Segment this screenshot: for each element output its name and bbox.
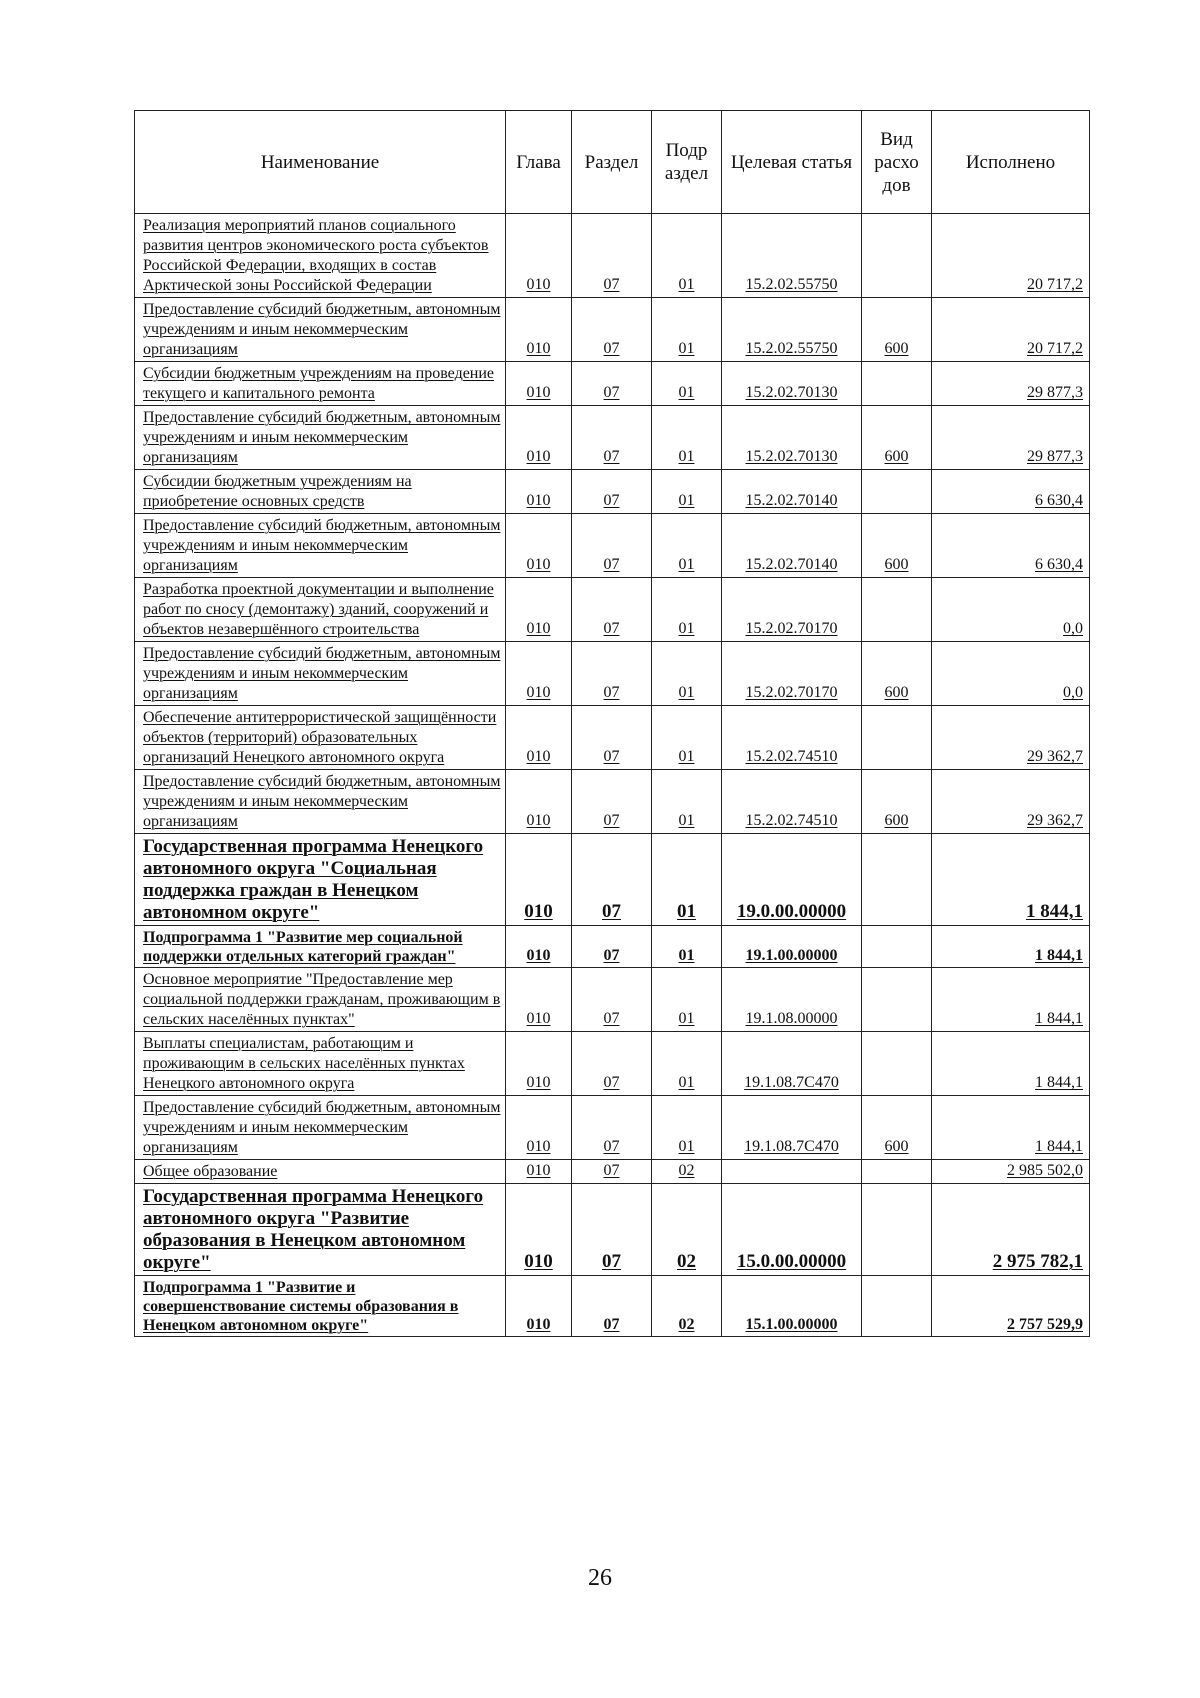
table-row [135, 834, 1090, 926]
row-name-cell: Предоставление субсидий бюджетным, автономным учреждениям и иным некоммерческим организациям [135, 642, 506, 706]
row-name-cell: Реализация мероприятий планов социального развития центров экономического роста субъектов Российской Федерации, входящих в состав Арктической зоны Российской Федерации [135, 214, 506, 298]
row-subsection-cell: 01 [652, 1096, 722, 1160]
row-name-cell: Общее образование [135, 1160, 506, 1184]
row-section-cell: 07 [572, 470, 652, 514]
row-target-cell: 15.2.02.70130 [722, 406, 862, 470]
row-subsection-cell: 01 [652, 926, 722, 968]
row-target-cell: 15.2.02.70140 [722, 514, 862, 578]
row-amount-cell: 6 630,4 [932, 514, 1090, 578]
row-chapter-cell: 010 [506, 362, 572, 406]
row-type-cell: 600 [862, 642, 932, 706]
table-row [135, 1032, 1090, 1096]
row-chapter-cell: 010 [506, 1276, 572, 1337]
row-target-cell: 19.1.08.7С470 [722, 1096, 862, 1160]
row-type-cell [862, 578, 932, 642]
table-row [135, 406, 1090, 470]
table-row [135, 770, 1090, 834]
row-section-cell: 07 [572, 642, 652, 706]
table-row [135, 470, 1090, 514]
row-amount-cell: 6 630,4 [932, 470, 1090, 514]
row-type-cell: 600 [862, 406, 932, 470]
row-name-cell: Обеспечение антитеррористической защищённости объектов (территорий) образовательных организаций Ненецкого автономного округа [135, 706, 506, 770]
header-executed: Исполнено [932, 111, 1090, 214]
row-section-cell: 07 [572, 770, 652, 834]
row-chapter-cell: 010 [506, 298, 572, 362]
row-type-cell: 600 [862, 770, 932, 834]
row-target-cell: 15.2.02.55750 [722, 214, 862, 298]
row-name-cell: Предоставление субсидий бюджетным, автономным учреждениям и иным некоммерческим организациям [135, 1096, 506, 1160]
row-type-cell [862, 834, 932, 926]
header-target-article: Целевая статья [722, 111, 862, 214]
page-number: 26 [588, 1565, 612, 1591]
row-name-cell: Подпрограмма 1 "Развитие мер социальной поддержки отдельных категорий граждан" [135, 926, 506, 968]
row-type-cell [862, 1184, 932, 1276]
row-target-cell: 15.2.02.70140 [722, 470, 862, 514]
row-chapter-cell: 010 [506, 514, 572, 578]
row-name-cell: Разработка проектной документации и выполнение работ по сносу (демонтажу) зданий, сооружений и объектов незавершённого строительства [135, 578, 506, 642]
row-subsection-cell: 01 [652, 706, 722, 770]
row-chapter-cell: 010 [506, 834, 572, 926]
row-section-cell: 07 [572, 406, 652, 470]
row-name-cell: Предоставление субсидий бюджетным, автономным учреждениям и иным некоммерческим организациям [135, 298, 506, 362]
header-chapter: Глава [506, 111, 572, 214]
header-subsection: Подр аздел [652, 111, 722, 214]
row-type-cell [862, 1276, 932, 1337]
row-chapter-cell: 010 [506, 968, 572, 1032]
table-body [135, 214, 1090, 1337]
row-subsection-cell: 01 [652, 298, 722, 362]
row-type-cell: 600 [862, 298, 932, 362]
row-subsection-cell: 01 [652, 1032, 722, 1096]
row-section-cell: 07 [572, 298, 652, 362]
row-section-cell: 07 [572, 1276, 652, 1337]
row-amount-cell: 2 757 529,9 [932, 1276, 1090, 1337]
table-row [135, 642, 1090, 706]
row-amount-cell: 2 985 502,0 [932, 1160, 1090, 1184]
row-type-cell: 600 [862, 1096, 932, 1160]
row-chapter-cell: 010 [506, 578, 572, 642]
table-row [135, 926, 1090, 968]
row-name-cell: Предоставление субсидий бюджетным, автономным учреждениям и иным некоммерческим организациям [135, 770, 506, 834]
row-subsection-cell: 02 [652, 1276, 722, 1337]
row-type-cell [862, 1160, 932, 1184]
table-row [135, 1184, 1090, 1276]
row-subsection-cell: 02 [652, 1184, 722, 1276]
row-subsection-cell: 01 [652, 406, 722, 470]
row-subsection-cell: 01 [652, 514, 722, 578]
table-row [135, 968, 1090, 1032]
row-amount-cell: 0,0 [932, 642, 1090, 706]
row-chapter-cell: 010 [506, 406, 572, 470]
table-row [135, 214, 1090, 298]
row-name-cell: Субсидии бюджетным учреждениям на приобретение основных средств [135, 470, 506, 514]
row-section-cell: 07 [572, 362, 652, 406]
row-target-cell: 15.1.00.00000 [722, 1276, 862, 1337]
row-type-cell [862, 706, 932, 770]
row-type-cell [862, 968, 932, 1032]
header-name: Наименование [135, 111, 506, 214]
row-name-cell: Государственная программа Ненецкого автономного округа "Социальная поддержка граждан в Ненецком автономном округе" [135, 834, 506, 926]
table-row [135, 706, 1090, 770]
row-target-cell: 15.2.02.70130 [722, 362, 862, 406]
row-section-cell: 07 [572, 514, 652, 578]
row-target-cell: 19.1.08.7С470 [722, 1032, 862, 1096]
table-row [135, 578, 1090, 642]
row-target-cell: 15.2.02.74510 [722, 770, 862, 834]
row-section-cell: 07 [572, 214, 652, 298]
row-amount-cell: 1 844,1 [932, 926, 1090, 968]
row-subsection-cell: 01 [652, 834, 722, 926]
row-target-cell: 19.1.08.00000 [722, 968, 862, 1032]
row-name-cell: Основное мероприятие "Предоставление мер социальной поддержки гражданам, проживающим в сельских населённых пунктах" [135, 968, 506, 1032]
row-section-cell: 07 [572, 1184, 652, 1276]
table-header-row [135, 111, 1090, 214]
row-subsection-cell: 01 [652, 642, 722, 706]
row-chapter-cell: 010 [506, 642, 572, 706]
row-amount-cell: 20 717,2 [932, 214, 1090, 298]
row-type-cell [862, 926, 932, 968]
row-amount-cell: 1 844,1 [932, 968, 1090, 1032]
row-chapter-cell: 010 [506, 706, 572, 770]
row-subsection-cell: 01 [652, 214, 722, 298]
row-amount-cell: 29 362,7 [932, 770, 1090, 834]
table-row [135, 514, 1090, 578]
row-type-cell [862, 362, 932, 406]
table-row [135, 1276, 1090, 1337]
row-amount-cell: 1 844,1 [932, 834, 1090, 926]
row-name-cell: Предоставление субсидий бюджетным, автономным учреждениям и иным некоммерческим организациям [135, 514, 506, 578]
row-section-cell: 07 [572, 1160, 652, 1184]
row-subsection-cell: 01 [652, 968, 722, 1032]
row-name-cell: Выплаты специалистам, работающим и проживающим в сельских населённых пунктах Ненецкого автономного округа [135, 1032, 506, 1096]
row-section-cell: 07 [572, 834, 652, 926]
table-row [135, 1096, 1090, 1160]
row-chapter-cell: 010 [506, 1032, 572, 1096]
row-section-cell: 07 [572, 706, 652, 770]
row-section-cell: 07 [572, 1032, 652, 1096]
row-amount-cell: 1 844,1 [932, 1096, 1090, 1160]
row-amount-cell: 29 877,3 [932, 406, 1090, 470]
row-amount-cell: 29 362,7 [932, 706, 1090, 770]
row-amount-cell: 1 844,1 [932, 1032, 1090, 1096]
row-subsection-cell: 02 [652, 1160, 722, 1184]
row-chapter-cell: 010 [506, 214, 572, 298]
row-amount-cell: 0,0 [932, 578, 1090, 642]
row-target-cell: 15.2.02.70170 [722, 642, 862, 706]
row-name-cell: Субсидии бюджетным учреждениям на проведение текущего и капитального ремонта [135, 362, 506, 406]
row-section-cell: 07 [572, 1096, 652, 1160]
row-target-cell: 19.1.00.00000 [722, 926, 862, 968]
row-type-cell [862, 1032, 932, 1096]
row-target-cell [722, 1160, 862, 1184]
row-target-cell: 19.0.00.00000 [722, 834, 862, 926]
row-section-cell: 07 [572, 578, 652, 642]
row-amount-cell: 29 877,3 [932, 362, 1090, 406]
row-subsection-cell: 01 [652, 770, 722, 834]
budget-table [134, 110, 1090, 1337]
table-row [135, 1160, 1090, 1184]
header-section: Раздел [572, 111, 652, 214]
row-target-cell: 15.2.02.70170 [722, 578, 862, 642]
row-subsection-cell: 01 [652, 578, 722, 642]
row-chapter-cell: 010 [506, 470, 572, 514]
row-section-cell: 07 [572, 968, 652, 1032]
header-expense-type: Вид расхо дов [862, 111, 932, 214]
budget-table-container [134, 110, 1089, 1337]
row-target-cell: 15.2.02.55750 [722, 298, 862, 362]
table-row [135, 298, 1090, 362]
row-subsection-cell: 01 [652, 362, 722, 406]
row-chapter-cell: 010 [506, 926, 572, 968]
row-chapter-cell: 010 [506, 1184, 572, 1276]
row-target-cell: 15.0.00.00000 [722, 1184, 862, 1276]
row-type-cell [862, 470, 932, 514]
row-type-cell: 600 [862, 514, 932, 578]
row-amount-cell: 20 717,2 [932, 298, 1090, 362]
row-name-cell: Подпрограмма 1 "Развитие и совершенствование системы образования в Ненецком автономном округе" [135, 1276, 506, 1337]
row-subsection-cell: 01 [652, 470, 722, 514]
row-target-cell: 15.2.02.74510 [722, 706, 862, 770]
row-chapter-cell: 010 [506, 1160, 572, 1184]
row-type-cell [862, 214, 932, 298]
row-chapter-cell: 010 [506, 1096, 572, 1160]
row-chapter-cell: 010 [506, 770, 572, 834]
row-name-cell: Предоставление субсидий бюджетным, автономным учреждениям и иным некоммерческим организациям [135, 406, 506, 470]
row-name-cell: Государственная программа Ненецкого автономного округа "Развитие образования в Ненецком автономном округе" [135, 1184, 506, 1276]
row-amount-cell: 2 975 782,1 [932, 1184, 1090, 1276]
table-row [135, 362, 1090, 406]
row-section-cell: 07 [572, 926, 652, 968]
